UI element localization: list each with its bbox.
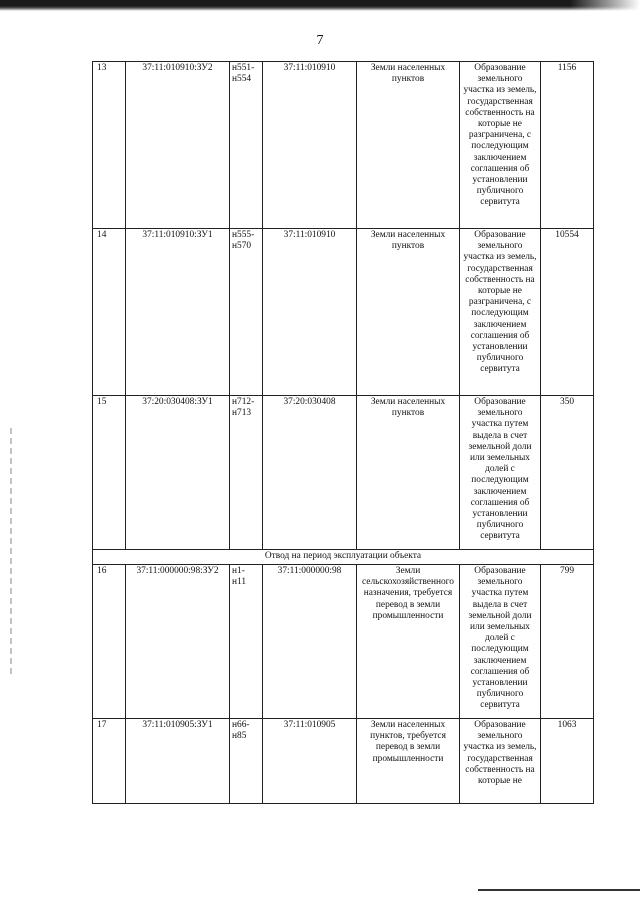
formation-method: Образование земельного участка путем выдела в счет земельной доли или земельных долей с последующим заключением соглашения об установлении публичного сервитута xyxy=(460,565,541,719)
formation-method: Образование земельного участка из земель, государственная собственность на которые не разграничена, с последующим заключением соглашения об установлении публичного сервитута xyxy=(460,229,541,396)
row-number: 17 xyxy=(93,719,126,804)
row-number: 13 xyxy=(93,62,126,229)
land-plots-table xyxy=(92,61,594,804)
row-number: 16 xyxy=(93,565,126,719)
source-parcel: 37:11:010910 xyxy=(263,62,357,229)
table-row xyxy=(93,565,594,719)
land-category: Земли сельскохозяйственного назначения, требуется перевод в земли промышленности xyxy=(357,565,460,719)
cadastral-number: 37:11:010910:ЗУ1 xyxy=(126,229,230,396)
formation-method: Образование земельного участка из земель, государственная собственность на которые не разграничена, с последующим заключением соглашения об установлении публичного сервитута xyxy=(460,62,541,229)
table-row xyxy=(93,229,594,396)
scan-bottom-line xyxy=(478,889,640,891)
area-value: 799 xyxy=(541,565,594,719)
scan-left-artifact xyxy=(10,428,12,678)
source-parcel: 37:20:030408 xyxy=(263,396,357,550)
boundary-points: н712- н713 xyxy=(230,396,263,550)
table-row xyxy=(93,719,594,804)
source-parcel: 37:11:010910 xyxy=(263,229,357,396)
boundary-points: н66- н85 xyxy=(230,719,263,804)
row-number: 15 xyxy=(93,396,126,550)
section-title: Отвод на период эксплуатации объекта xyxy=(93,550,594,565)
source-parcel: 37:11:000000:98 xyxy=(263,565,357,719)
area-value: 1156 xyxy=(541,62,594,229)
boundary-points: н551- н554 xyxy=(230,62,263,229)
boundary-points: н1- н11 xyxy=(230,565,263,719)
land-category: Земли населенных пунктов xyxy=(357,229,460,396)
page-number: 7 xyxy=(316,33,324,48)
scan-top-fade xyxy=(570,0,640,11)
land-category: Земли населенных пунктов xyxy=(357,396,460,550)
area-value: 10554 xyxy=(541,229,594,396)
section-header-row xyxy=(93,550,594,565)
land-category: Земли населенных пунктов xyxy=(357,62,460,229)
scan-top-edge xyxy=(0,0,640,11)
table-row xyxy=(93,62,594,229)
boundary-points: н555- н570 xyxy=(230,229,263,396)
formation-method: Образование земельного участка путем выдела в счет земельной доли или земельных долей с последующим заключением соглашения об установлении публичного сервитута xyxy=(460,396,541,550)
area-value: 1063 xyxy=(541,719,594,804)
area-value: 350 xyxy=(541,396,594,550)
formation-method: Образование земельного участка из земель, государственная собственность на которые не xyxy=(460,719,541,804)
cadastral-number: 37:11:010905:ЗУ1 xyxy=(126,719,230,804)
source-parcel: 37:11:010905 xyxy=(263,719,357,804)
row-number: 14 xyxy=(93,229,126,396)
cadastral-number: 37:11:000000:98:ЗУ2 xyxy=(126,565,230,719)
land-category: Земли населенных пунктов, требуется перевод в земли промышленности xyxy=(357,719,460,804)
cadastral-number: 37:11:010910:ЗУ2 xyxy=(126,62,230,229)
cadastral-number: 37:20:030408:ЗУ1 xyxy=(126,396,230,550)
table-row xyxy=(93,396,594,550)
